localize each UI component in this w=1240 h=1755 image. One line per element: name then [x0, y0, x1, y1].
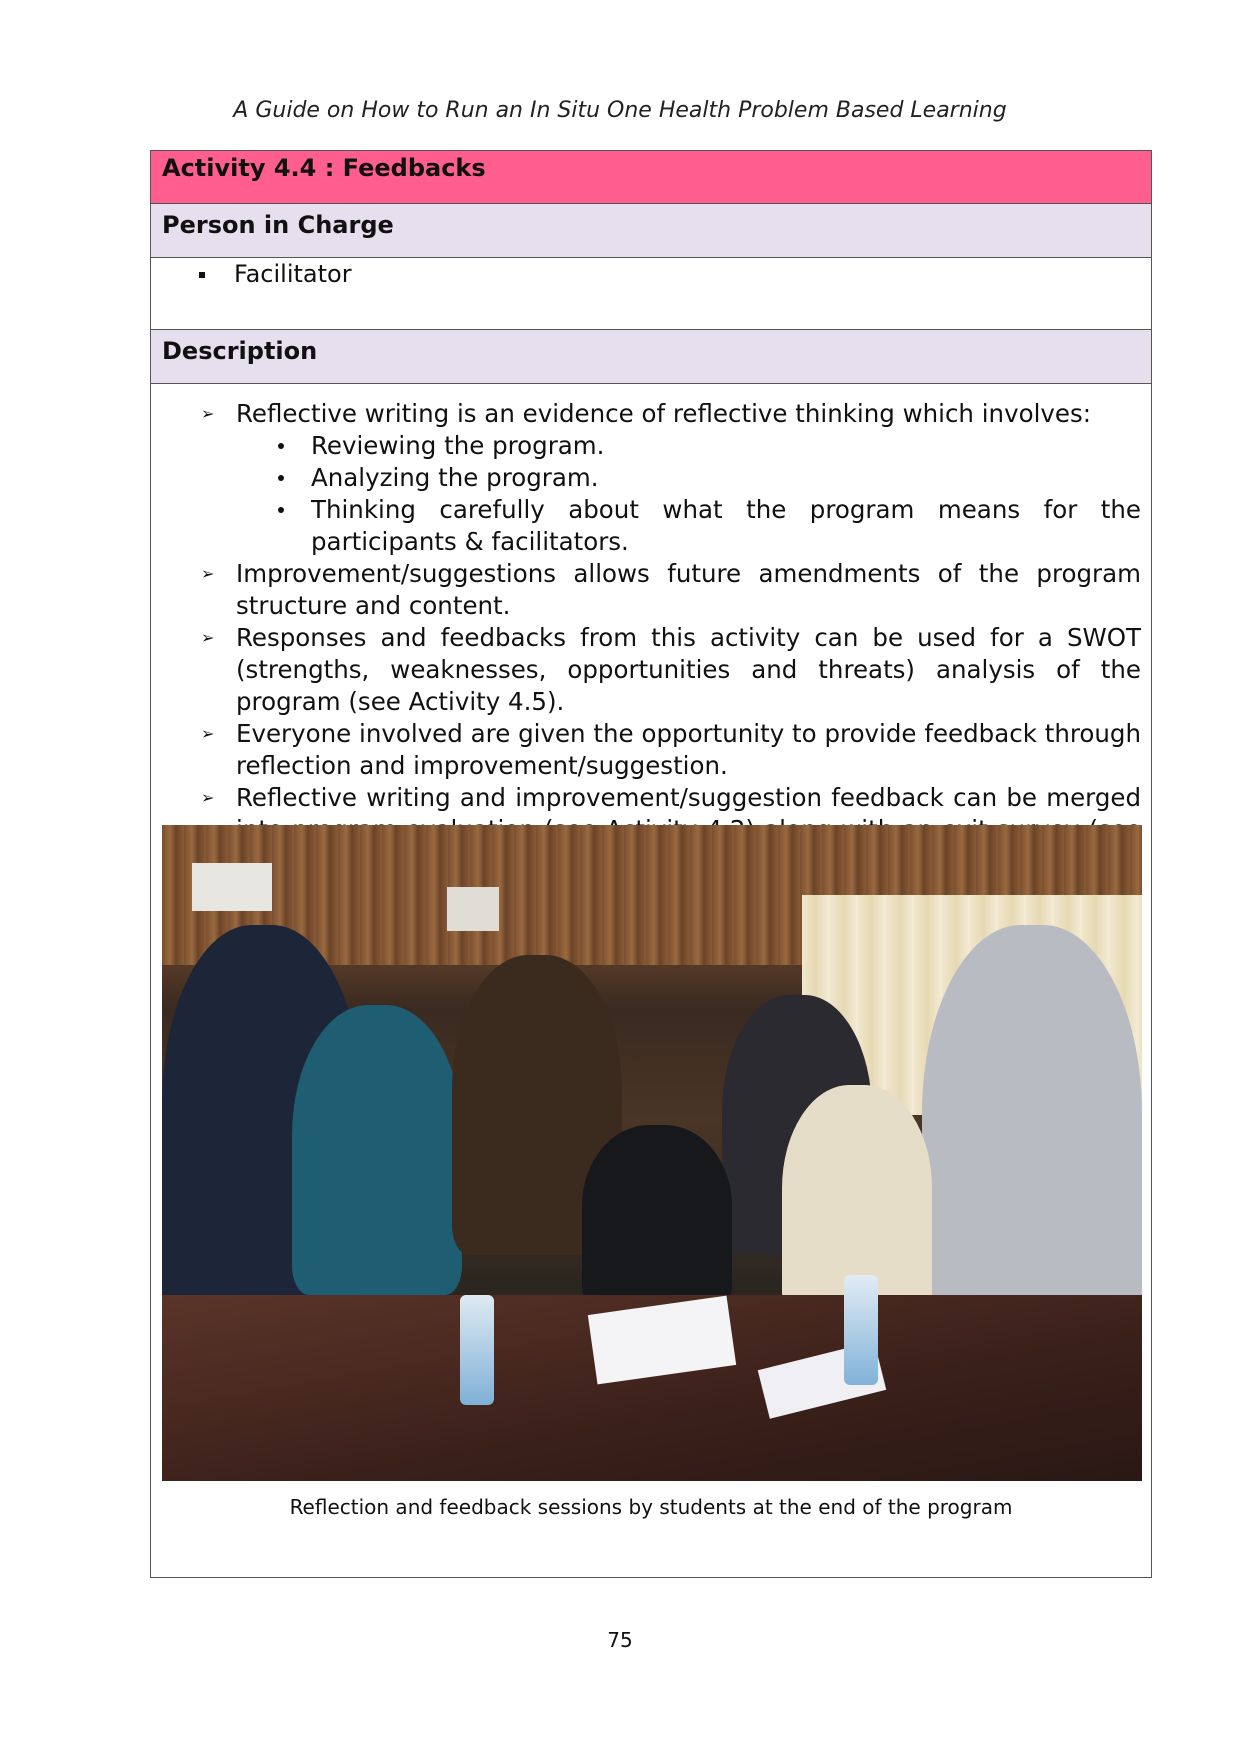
- arrow-bullet-icon: ➢: [201, 564, 215, 583]
- photo-person: [922, 925, 1142, 1345]
- running-header: A Guide on How to Run an In Situ One Health Problem Based Learning: [233, 98, 1007, 123]
- dot-bullet-icon: [278, 507, 284, 513]
- description-text: Everyone involved are given the opportunity to provide feedback through reflection and improvement/suggestion.: [236, 719, 1141, 780]
- sub-list: [236, 430, 1141, 558]
- description-heading-row: [151, 330, 1151, 384]
- feedback-session-photo: [162, 825, 1142, 1481]
- dot-bullet-icon: [278, 443, 284, 449]
- person-in-charge-heading-row: [151, 204, 1151, 258]
- photo-caption: Reflection and feedback sessions by students at the end of the program: [289, 1495, 1013, 1519]
- person-in-charge-heading: Person in Charge: [162, 211, 394, 239]
- photo-water-bottle: [844, 1275, 878, 1385]
- arrow-bullet-icon: ➢: [201, 404, 215, 423]
- description-text: Responses and feedbacks from this activity can be used for a SWOT (strengths, weaknesses, opportunities and threats) analysis of the program (see Activity 4.5).: [236, 623, 1141, 716]
- description-heading: Description: [162, 337, 318, 365]
- description-item: [151, 718, 1151, 782]
- description-text: Reflective writing is an evidence of reflective thinking which involves:: [236, 399, 1091, 428]
- person-in-charge-item: [199, 260, 352, 288]
- sub-item-text: Analyzing the program.: [311, 463, 599, 492]
- dot-bullet-icon: [278, 475, 284, 481]
- person-in-charge-row: [151, 258, 1151, 330]
- sub-item: [236, 430, 1141, 462]
- person-in-charge-label: Facilitator: [234, 260, 352, 288]
- sub-item-text: Thinking carefully about what the program means for the participants & facilitators.: [311, 495, 1141, 556]
- arrow-bullet-icon: ➢: [201, 724, 215, 743]
- description-item: [151, 398, 1151, 558]
- activity-table: [150, 150, 1152, 1578]
- page-number: 75: [607, 1628, 633, 1652]
- activity-title: Activity 4.4 : Feedbacks: [162, 154, 486, 182]
- arrow-bullet-icon: ➢: [201, 788, 215, 807]
- sub-item: [236, 462, 1141, 494]
- description-text: Reflective writing and improvement/suggestion feedback can be merged: [236, 783, 1141, 812]
- arrow-bullet-icon: ➢: [201, 628, 215, 647]
- photo-water-bottle: [460, 1295, 494, 1405]
- description-item: [151, 558, 1151, 622]
- square-bullet-icon: [199, 272, 205, 278]
- photo-air-conditioner: [192, 863, 272, 911]
- description-text: Improvement/suggestions allows future amendments of the program structure and content.: [236, 559, 1141, 620]
- photo-air-conditioner: [447, 887, 499, 931]
- description-item: [151, 622, 1151, 718]
- description-list: [151, 398, 1151, 878]
- photo-person: [582, 1125, 732, 1305]
- activity-title-row: [151, 151, 1151, 204]
- photo-person: [292, 1005, 462, 1295]
- sub-item-text: Reviewing the program.: [311, 431, 605, 460]
- description-row: [151, 384, 1151, 1577]
- sub-item: [236, 494, 1141, 558]
